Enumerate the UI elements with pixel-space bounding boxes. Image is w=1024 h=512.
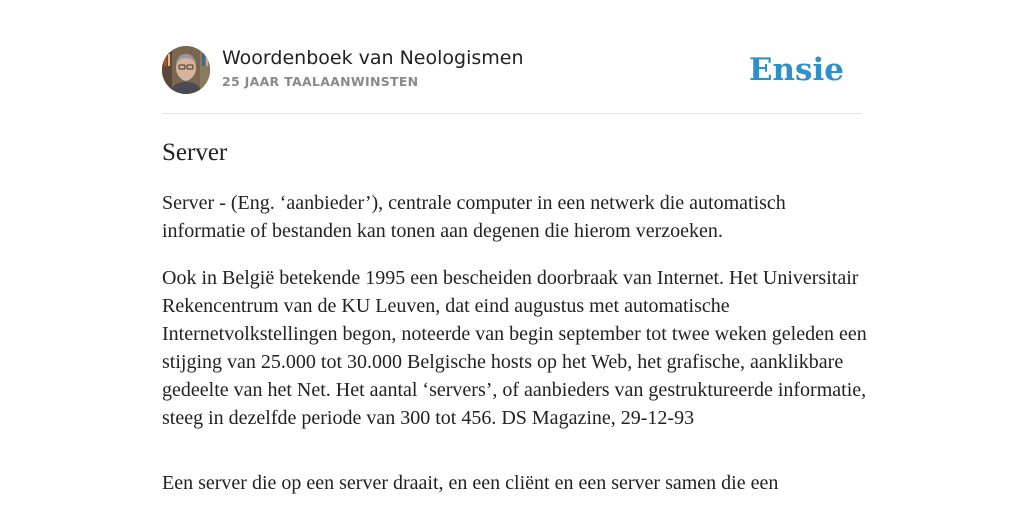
avatar[interactable]	[162, 46, 210, 94]
header	[162, 46, 862, 96]
entry-paragraph: Een server die op een server draait, en een cliënt en een server samen die een	[162, 472, 779, 494]
author-subtitle: 25 JAAR TAALAANWINSTEN	[222, 74, 419, 89]
avatar-image	[162, 46, 210, 94]
entry-paragraph: Server - (Eng. ‘aanbieder’), centrale computer in een netwerk die automatisch informatie of bestanden kan tonen aan degenen die hierom verzoeken.	[162, 192, 786, 242]
entry-title: Server	[162, 139, 228, 166]
brand-logo[interactable]: Ensie	[748, 52, 844, 88]
header-divider	[162, 113, 862, 114]
entry-paragraph: Ook in België betekende 1995 een bescheiden doorbraak van Internet. Het Universitair Rekencentrum van de KU Leuven, dat eind augustus met automatische Internetvolkstellingen begon, noteerde van begin september tot twee weken geleden een stijging van 25.000 tot 30.000 Belgische hosts op het Web, het grafische, aanklikbare gedeelte van het Net. Het aantal ‘servers’, of aanbieders van gestruktureerde informatie, steeg in dezelfde periode van 300 tot 456. DS Magazine, 29-12-93	[162, 267, 867, 429]
entry-body	[162, 189, 868, 512]
author-name[interactable]: Woordenboek van Neologismen	[222, 47, 524, 69]
